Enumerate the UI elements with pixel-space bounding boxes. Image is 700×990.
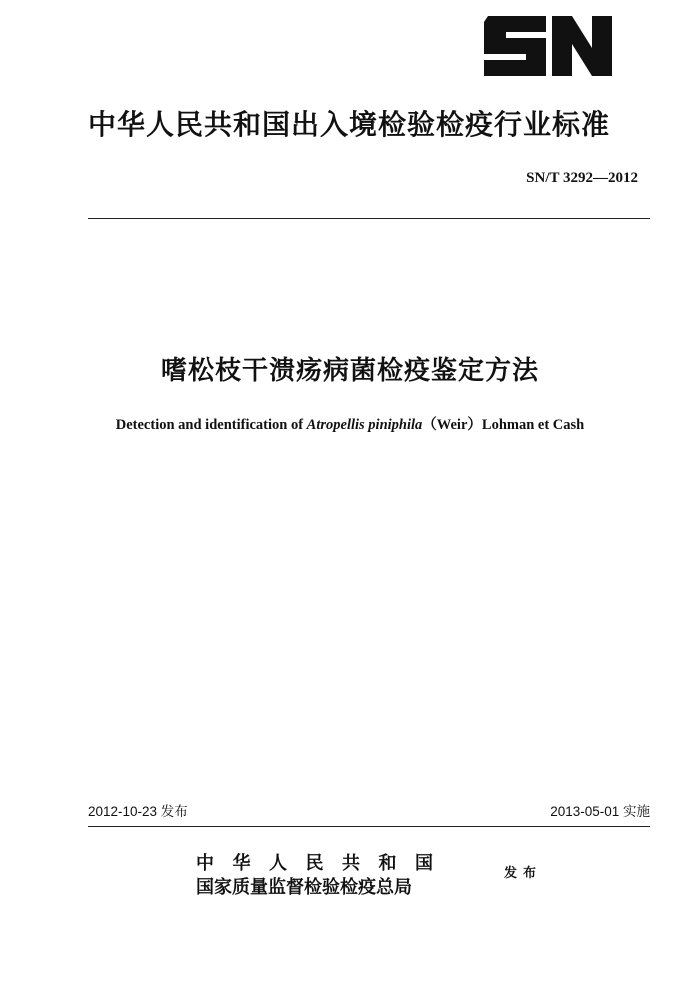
title-english (0, 413, 700, 434)
publish-label: 发布 (504, 866, 543, 881)
header-divider (88, 218, 650, 219)
title-english-species: Atropellis piniphila (306, 417, 423, 433)
issuer-block (196, 852, 452, 900)
title-english-prefix: Detection and identification of (115, 417, 307, 433)
issue-date: 2012-10-23 发布 (88, 804, 188, 819)
issuer-country: 中华人民共和国 (196, 853, 452, 874)
issuer-agency: 国家质量监督检验检疫总局 (196, 877, 412, 898)
title-english-suffix: （Weir）Lohman et Cash (422, 417, 585, 433)
ministry-title: 中华人民共和国出入境检验检疫行业标准 (88, 108, 611, 141)
footer-divider (88, 826, 650, 827)
standard-number: SN/T 3292—2012 (526, 170, 638, 186)
implementation-date: 2013-05-01 实施 (550, 804, 650, 819)
sn-logo (480, 14, 615, 78)
title-chinese: 嗜松枝干溃疡病菌检疫鉴定方法 (160, 356, 539, 386)
sn-logo-mark (480, 14, 615, 78)
